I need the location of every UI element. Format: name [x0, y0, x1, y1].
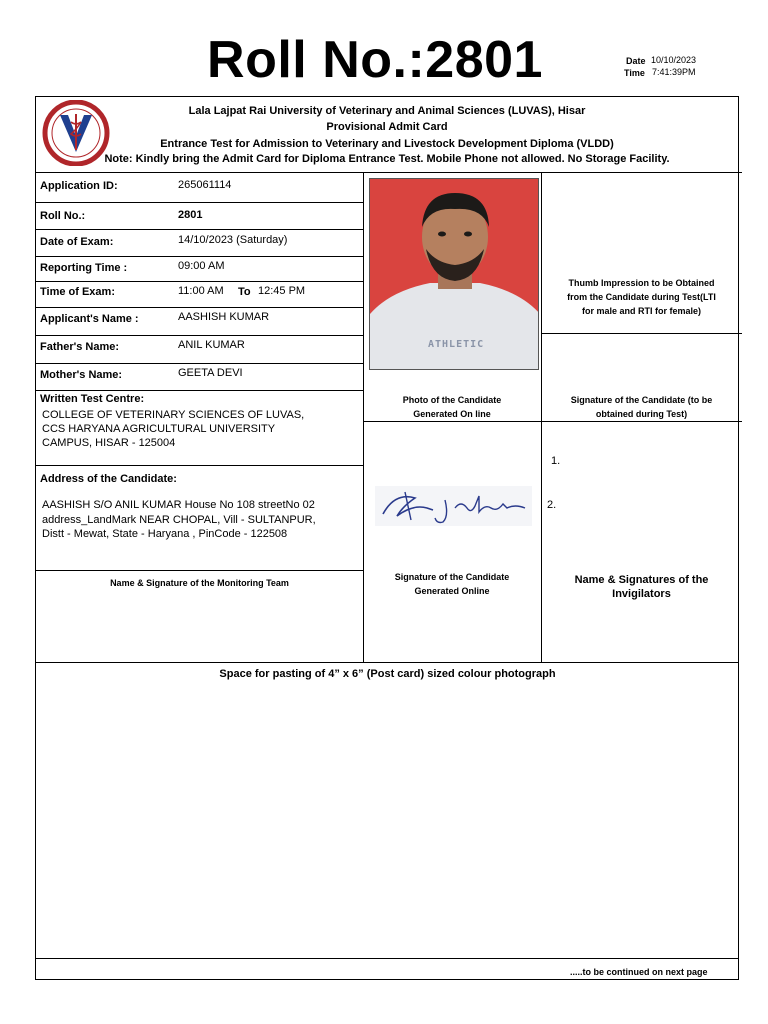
print-date-value: 10/10/2023 [651, 55, 697, 65]
reporting-time-label: Reporting Time : [40, 262, 128, 274]
exam-end-time: 12:45 PM [258, 285, 306, 297]
postcard-section-top [36, 662, 739, 663]
test-centre-line: COLLEGE OF VETERINARY SCIENCES OF LUVAS, [42, 409, 305, 421]
application-id-value: 265061114 [178, 179, 232, 191]
address-line: Distt - Mewat, State - Haryana , PinCode - 122508 [42, 528, 288, 540]
roll-number-banner: Roll No.:2801 [207, 31, 543, 89]
address-line: AASHISH S/O ANIL KUMAR House No 108 streetNo 02 [42, 499, 315, 511]
monitoring-team-caption: Name & Signature of the Monitoring Team [110, 578, 289, 588]
postcard-section-bottom [36, 958, 739, 959]
card-title: Provisional Admit Card [326, 121, 448, 133]
invigilator-number: 1. [551, 455, 561, 467]
reporting-time-value: 09:00 AM [178, 260, 225, 272]
applicant-name-value: AASHISH KUMAR [178, 311, 270, 323]
mother-name-label: Mother's Name: [40, 369, 123, 381]
shirt-text: ATHLETIC [428, 339, 485, 350]
candidate-signature-image [375, 486, 532, 526]
signature-online-caption: Signature of the Candidate Generated Online [394, 572, 510, 596]
roll-no-value: 2801 [178, 209, 203, 221]
print-time-value: 7:41:39PM [652, 67, 696, 77]
time-to-label: To [238, 286, 251, 298]
signature-during-test-caption: Signature of the Candidate (to be obtained during Test) [570, 395, 713, 419]
test-centre-line: CAMPUS, HISAR - 125004 [42, 437, 176, 449]
exam-start-time: 11:00 AM [178, 285, 224, 297]
print-date-label: Date [626, 56, 646, 66]
thumb-impression-caption: Thumb Impression to be Obtained from the Candidate during Test(LTI for male and RTI for female) [567, 278, 716, 316]
time-of-exam-label: Time of Exam: [40, 286, 115, 298]
mother-name-value: GEETA DEVI [178, 367, 243, 379]
print-time-label: Time [624, 68, 645, 78]
address-line: address_LandMark NEAR CHOPAL, Vill - SULTANPUR, [42, 514, 316, 526]
father-name-label: Father's Name: [40, 341, 120, 353]
photo-caption: Photo of the Candidate Generated On line [402, 395, 502, 419]
header-divider [36, 172, 742, 173]
instruction-note: Note: Kindly bring the Admit Card for Diploma Entrance Test. Mobile Phone not allowed. No Storage Facility. [104, 153, 670, 165]
postcard-photo-caption: Space for pasting of 4” x 6” (Post card) sized colour photograph [219, 668, 556, 680]
exam-title: Entrance Test for Admission to Veterinary and Livestock Development Diploma (VLDD) [160, 138, 614, 150]
candidate-photo [369, 178, 539, 370]
application-id-label: Application ID: [40, 180, 118, 192]
university-name: Lala Lajpat Rai University of Veterinary and Animal Sciences (LUVAS), Hisar [188, 105, 586, 117]
test-centre-label: Written Test Centre: [40, 393, 145, 405]
roll-no-label: Roll No.: [40, 210, 86, 222]
invigilators-caption: Name & Signatures of the Invigilators [574, 574, 709, 600]
test-centre-line: CCS HARYANA AGRICULTURAL UNIVERSITY [42, 423, 276, 435]
applicant-name-label: Applicant's Name : [40, 313, 139, 325]
address-label: Address of the Candidate: [40, 473, 177, 485]
date-of-exam-label: Date of Exam: [40, 236, 114, 248]
continued-note: .....to be continued on next page [570, 967, 708, 977]
date-of-exam-value: 14/10/2023 (Saturday) [178, 234, 288, 246]
invigilator-number: 2. [547, 499, 557, 511]
father-name-value: ANIL KUMAR [178, 339, 245, 351]
